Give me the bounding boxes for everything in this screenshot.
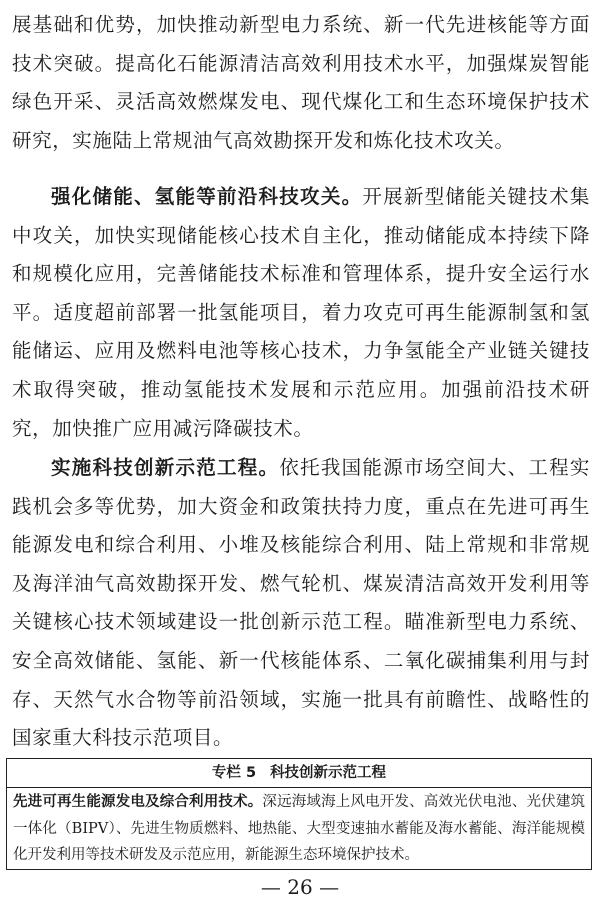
- feature-box-body: [13, 789, 585, 869]
- feature-box-title: [7, 759, 591, 788]
- feature-box-label: 专栏 5: [211, 765, 257, 781]
- paragraph-2: [12, 178, 590, 448]
- feature-box: [6, 758, 592, 870]
- feature-box-lead: 先进可再生能源发电及综合利用技术。: [13, 794, 263, 810]
- feature-box-heading: 科技创新示范工程: [270, 765, 387, 781]
- paragraph-3-heading: 实施科技创新示范工程。: [51, 456, 280, 479]
- page-number: — 26 —: [260, 875, 340, 899]
- paragraph-2-heading: 强化储能、氢能等前沿科技攻关。: [51, 185, 363, 208]
- paragraph-2-text: 开展新型储能关键技术集中攻关，加快实现储能核心技术自主化，推动储能成本持续下降和规模化应用，完善储能技术标准和管理体系，提升安全运行水平。适度超前部署一批氢能项目，着力攻克可再生能源制氢和氢能储运、应用及燃料电池等核心技术，力争氢能全产业链关键技术取得突破，推动氢能技术发展和示范应用。加强前沿技术研究，加快推广应用减污降碳技术。: [12, 185, 590, 440]
- paragraph-3-text: 依托我国能源市场空间大、工程实践机会多等优势，加大资金和政策扶持力度，重点在先进可再生能源发电和综合利用、小堆及核能综合利用、陆上常规和非常规及海洋油气高效勘探开发、燃气轮机、煤炭清洁高效开发利用等关键核心技术领域建设一批创新示范工程。瞄准新型电力系统、安全高效储能、氢能、新一代核能体系、二氧化碳捕集利用与封存、天然气水合物等前沿领域，实施一批具有前瞻性、战略性的国家重大科技示范项目。: [12, 456, 590, 750]
- paragraph-1: [12, 6, 590, 160]
- paragraph-1-text: 展基础和优势，加快推动新型电力系统、新一代先进核能等方面技术突破。提高化石能源清洁高效利用技术水平，加强煤炭智能绿色开采、灵活高效燃煤发电、现代煤化工和生态环境保护技术研究，实施陆上常规油气高效勘探开发和炼化技术攻关。: [12, 13, 590, 152]
- paragraph-3: [12, 449, 590, 758]
- feature-box-text: 深远海域海上风电开发、高效光伏电池、光伏建筑一体化（BIPV）、先进生物质燃料、地热能、大型变速抽水蓄能及海水蓄能、海洋能规模化开发利用等技术研发及示范应用，新能源生态环境保护技术。: [13, 794, 586, 863]
